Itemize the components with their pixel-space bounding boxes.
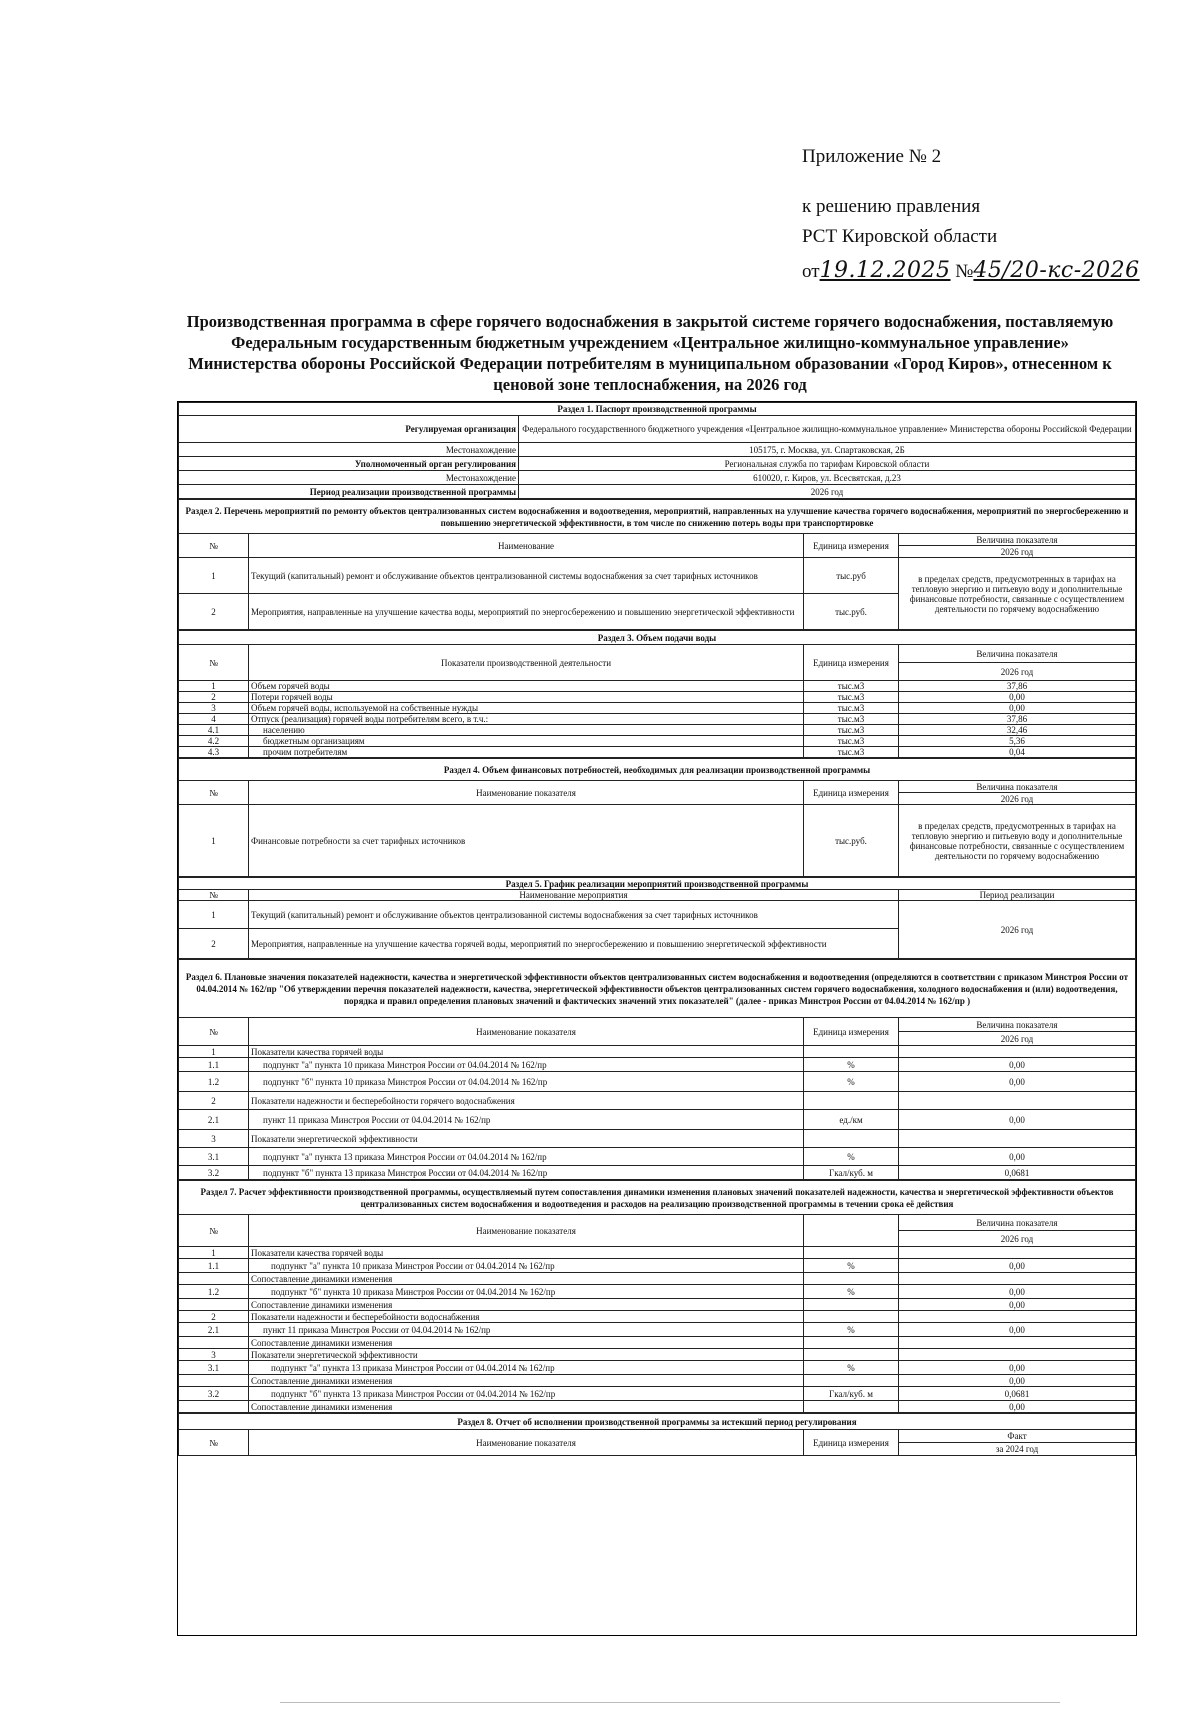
row-unit: Гкал/куб. м xyxy=(804,1166,899,1180)
row-value xyxy=(899,1349,1136,1361)
row-num xyxy=(179,1299,249,1311)
row-value: 0,00 xyxy=(899,692,1136,703)
col-year: за 2024 год xyxy=(899,1443,1136,1456)
section-1-passport xyxy=(178,402,1136,499)
row-name: Показатели качества горячей воды xyxy=(249,1046,804,1058)
row-value: 0,04 xyxy=(899,747,1136,758)
col-name: Наименование показателя xyxy=(249,781,804,805)
col-num: № xyxy=(179,1018,249,1046)
col-value: Величина показателя xyxy=(899,645,1136,663)
row-unit xyxy=(804,1375,899,1387)
row-num: 4.1 xyxy=(179,725,249,736)
section-3-water-volume xyxy=(178,630,1136,758)
row-value: 0,00 xyxy=(899,1375,1136,1387)
row-value: в пределах средств, предусмотренных в тарифах на тепловую энергию и питьевую воду и дополнительные финансовые потребности, связанные с осуществлением деятельности по горячему водоснабжению xyxy=(899,805,1136,877)
decision-line: к решению правления xyxy=(802,196,981,217)
row-value xyxy=(899,1247,1136,1259)
section-8-report xyxy=(178,1413,1136,1456)
row-value: 37,86 xyxy=(899,714,1136,725)
row-num: 2.1 xyxy=(179,1323,249,1337)
row-name: подпункт "а" пункта 10 приказа Минстроя России от 04.04.2014 № 162/пр xyxy=(249,1259,804,1273)
section-3-title: Раздел 3. Объем подачи воды xyxy=(179,631,1136,645)
col-name: Показатели производственной деятельности xyxy=(249,645,804,681)
row-num: 1 xyxy=(179,901,249,929)
col-unit: Единица измерения xyxy=(804,1430,899,1456)
row-num: 4.3 xyxy=(179,747,249,758)
row-unit: тыс.руб. xyxy=(804,594,899,630)
row-name: населению xyxy=(249,725,804,736)
col-fact: Факт xyxy=(899,1430,1136,1443)
row-name: Мероприятия, направленные на улучшение качества горячей воды, мероприятий по энергосбережению и повышению энергетической эффективности xyxy=(249,929,899,959)
row-num: 1.2 xyxy=(179,1072,249,1092)
row-value: 0,00 xyxy=(899,1259,1136,1273)
col-name: Наименование показателя xyxy=(249,1018,804,1046)
section-7-efficiency xyxy=(178,1180,1136,1413)
row-value xyxy=(899,1092,1136,1110)
date-prefix: от xyxy=(802,261,820,282)
row-unit: тыс.м3 xyxy=(804,703,899,714)
col-num: № xyxy=(179,534,249,558)
row-unit xyxy=(804,1273,899,1285)
col-year: 2026 год xyxy=(899,546,1136,558)
row-unit xyxy=(804,1337,899,1349)
row-num: 2 xyxy=(179,1311,249,1323)
row-value-merged: в пределах средств, предусмотренных в тарифах на тепловую энергию и питьевую воду и дополнительные финансовые потребности, связанные с осуществлением деятельности по горячему водоснабжению xyxy=(899,558,1136,630)
row-name: Сопоставление динамики изменения xyxy=(249,1401,804,1413)
row-value xyxy=(899,1337,1136,1349)
section-5-title: Раздел 5. График реализации мероприятий производственной программы xyxy=(179,878,1136,890)
passport-label: Местонахождение xyxy=(179,443,519,457)
row-unit xyxy=(804,1311,899,1323)
row-unit xyxy=(804,1092,899,1110)
section-6-title: Раздел 6. Плановые значения показателей надежности, качества и энергетической эффективности объектов централизованных систем водоснабжения и водоотведения (определяются в соответствии с приказом Минстроя России от 04.04.2014 № 162/пр "Об утверждении перечня показателей надежности, качества, энергетической эффективности объектов централизованных систем горячего водоснабжения, холодного водоснабжения и (или) водоотведения, порядка и правил определения плановых значений и фактических значений этих показателей" (далее - приказ Минстроя России от 04.04.2014 № 162/пр ) xyxy=(179,960,1136,1018)
section-5-schedule xyxy=(178,877,1136,959)
col-name: Наименование показателя xyxy=(249,1430,804,1456)
section-6-plan-indicators xyxy=(178,959,1136,1180)
row-unit: тыс.м3 xyxy=(804,714,899,725)
decision-date-number xyxy=(802,258,1140,283)
col-unit xyxy=(804,1215,899,1247)
row-name: прочим потребителям xyxy=(249,747,804,758)
row-unit xyxy=(804,1247,899,1259)
row-name: Текущий (капитальный) ремонт и обслуживание объектов централизованной системы водоснабжения за счет тарифных источников xyxy=(249,558,804,594)
row-num xyxy=(179,1337,249,1349)
row-unit xyxy=(804,1130,899,1148)
row-unit: тыс.руб xyxy=(804,558,899,594)
passport-value: Региональная служба по тарифам Кировской области xyxy=(519,457,1136,471)
row-value: 0,00 xyxy=(899,1058,1136,1072)
row-value: 5,36 xyxy=(899,736,1136,747)
row-value: 0,00 xyxy=(899,703,1136,714)
row-value: 0,00 xyxy=(899,1361,1136,1375)
passport-value: 610020, г. Киров, ул. Всесвятская, д.23 xyxy=(519,471,1136,485)
row-name: подпункт "а" пункта 10 приказа Минстроя России от 04.04.2014 № 162/пр xyxy=(249,1058,804,1072)
row-value: 37,86 xyxy=(899,681,1136,692)
col-num: № xyxy=(179,645,249,681)
row-name: Сопоставление динамики изменения xyxy=(249,1337,804,1349)
document-title: Производственная программа в сфере горячего водоснабжения в закрытой системе горячего водоснабжения, поставляемую Федеральным государственным бюджетным учреждением «Центральное жилищно-коммунальное управление» Министерства обороны Российской Федерации потребителям в муниципальном образовании «Город Киров», отнесенном к ценовой зоне теплоснабжения, на 2026 год xyxy=(186,312,1114,394)
row-num: 1.2 xyxy=(179,1285,249,1299)
row-unit xyxy=(804,1401,899,1413)
row-unit: тыс.м3 xyxy=(804,692,899,703)
col-name: Наименование мероприятия xyxy=(249,890,899,901)
row-unit: % xyxy=(804,1285,899,1299)
row-unit: % xyxy=(804,1058,899,1072)
row-unit xyxy=(804,1349,899,1361)
passport-value: 105175, г. Москва, ул. Спартаковская, 2Б xyxy=(519,443,1136,457)
row-name: подпункт "а" пункта 13 приказа Минстроя России от 04.04.2014 № 162/пр xyxy=(249,1361,804,1375)
row-value: 0,00 xyxy=(899,1299,1136,1311)
row-name: подпункт "а" пункта 13 приказа Минстроя России от 04.04.2014 № 162/пр xyxy=(249,1148,804,1166)
row-value: 0,00 xyxy=(899,1323,1136,1337)
passport-value: Федерального государственного бюджетного учреждения «Центральное жилищно-коммунальное управление» Министерства обороны Российской Федерации xyxy=(519,416,1136,443)
col-num: № xyxy=(179,1430,249,1456)
row-name: Объем горячей воды xyxy=(249,681,804,692)
row-value: 0,00 xyxy=(899,1110,1136,1130)
row-unit: тыс.руб. xyxy=(804,805,899,877)
row-num: 3.1 xyxy=(179,1148,249,1166)
row-num: 1 xyxy=(179,1247,249,1259)
col-num: № xyxy=(179,781,249,805)
row-value: 0,00 xyxy=(899,1072,1136,1092)
col-name: Наименование показателя xyxy=(249,1215,804,1247)
number-sign: № xyxy=(955,261,974,282)
passport-label: Регулируемая организация xyxy=(179,416,519,443)
col-unit: Единица измерения xyxy=(804,645,899,681)
row-num: 3 xyxy=(179,1130,249,1148)
row-name: подпункт "б" пункта 10 приказа Минстроя России от 04.04.2014 № 162/пр xyxy=(249,1072,804,1092)
row-name: Показатели качества горячей воды xyxy=(249,1247,804,1259)
row-num xyxy=(179,1375,249,1387)
row-unit: % xyxy=(804,1361,899,1375)
row-unit: % xyxy=(804,1323,899,1337)
row-value xyxy=(899,1311,1136,1323)
row-name: Показатели надежности и бесперебойности водоснабжения xyxy=(249,1311,804,1323)
row-name: Отпуск (реализация) горячей воды потребителям всего, в т.ч.: xyxy=(249,714,804,725)
row-name: Потери горячей воды xyxy=(249,692,804,703)
row-num: 3 xyxy=(179,703,249,714)
row-value: 0,00 xyxy=(899,1401,1136,1413)
section-4-title: Раздел 4. Объем финансовых потребностей, необходимых для реализации производственной программы xyxy=(179,759,1136,781)
col-value: Величина показателя xyxy=(899,781,1136,793)
row-name: Показатели энергетической эффективности xyxy=(249,1130,804,1148)
col-value: Величина показателя xyxy=(899,1215,1136,1231)
handwritten-date: 19.12.2025 xyxy=(819,258,951,283)
row-unit: % xyxy=(804,1072,899,1092)
row-value xyxy=(899,1046,1136,1058)
col-num: № xyxy=(179,890,249,901)
section-4-financial-needs xyxy=(178,758,1136,877)
row-num: 4.2 xyxy=(179,736,249,747)
row-num: 3.1 xyxy=(179,1361,249,1375)
row-name: подпункт "б" пункта 10 приказа Минстроя России от 04.04.2014 № 162/пр xyxy=(249,1285,804,1299)
row-unit: % xyxy=(804,1259,899,1273)
appendix-number: Приложение № 2 xyxy=(802,146,942,167)
col-unit: Единица измерения xyxy=(804,781,899,805)
passport-label: Местонахождение xyxy=(179,471,519,485)
row-value: 32,46 xyxy=(899,725,1136,736)
passport-label: Уполномоченный орган регулирования xyxy=(179,457,519,471)
row-value: 0,00 xyxy=(899,1285,1136,1299)
col-period: Период реализации xyxy=(899,890,1136,901)
page-bottom-rule xyxy=(280,1702,1060,1706)
col-value: Величина показателя xyxy=(899,1018,1136,1032)
row-name: подпункт "б" пункта 13 приказа Минстроя России от 04.04.2014 № 162/пр xyxy=(249,1387,804,1401)
row-num: 2 xyxy=(179,929,249,959)
row-num: 1 xyxy=(179,1046,249,1058)
row-unit xyxy=(804,1046,899,1058)
row-name: Текущий (капитальный) ремонт и обслуживание объектов централизованной системы водоснабжения за счет тарифных источников xyxy=(249,901,899,929)
col-year: 2026 год xyxy=(899,793,1136,805)
row-num: 2 xyxy=(179,1092,249,1110)
row-name: пункт 11 приказа Минстроя России от 04.04.2014 № 162/пр xyxy=(249,1323,804,1337)
authority-line: РСТ Кировской области xyxy=(802,226,998,247)
row-unit: % xyxy=(804,1148,899,1166)
row-num: 1.1 xyxy=(179,1259,249,1273)
row-value xyxy=(899,1130,1136,1148)
row-period: 2026 год xyxy=(899,901,1136,959)
col-num: № xyxy=(179,1215,249,1247)
row-num: 4 xyxy=(179,714,249,725)
col-name: Наименование xyxy=(249,534,804,558)
program-table-frame xyxy=(177,401,1137,1636)
section-8-title: Раздел 8. Отчет об исполнении производственной программы за истекший период регулирования xyxy=(179,1414,1136,1430)
row-name: Показатели надежности и бесперебойности горячего водоснабжения xyxy=(249,1092,804,1110)
section-7-title: Раздел 7. Расчет эффективности производственной программы, осуществляемый путем сопоставления динамики изменения плановых значений показателей надежности, качества и энергетической эффективности объектов централизованных систем водоснабжения и водоотведения и расходов на реализацию производственной программы в течении срока её действия xyxy=(179,1181,1136,1215)
row-name: Сопоставление динамики изменения xyxy=(249,1273,804,1285)
row-num xyxy=(179,1273,249,1285)
section-1-title: Раздел 1. Паспорт производственной программы xyxy=(179,403,1136,416)
passport-label: Период реализации производственной программы xyxy=(179,485,519,499)
section-2-activities xyxy=(178,499,1136,630)
row-value: 0,0681 xyxy=(899,1166,1136,1180)
row-unit: тыс.м3 xyxy=(804,736,899,747)
row-num: 3.2 xyxy=(179,1387,249,1401)
row-num: 3 xyxy=(179,1349,249,1361)
section-2-title: Раздел 2. Перечень мероприятий по ремонту объектов централизованных систем водоснабжения и водоотведения, мероприятий, направленных на улучшение качества горячего водоснабжения, мероприятий по энергосбережению и повышению энергетической эффективности, в том числе по снижению потерь воды при транспортировке xyxy=(179,500,1136,534)
col-unit: Единица измерения xyxy=(804,534,899,558)
row-unit: тыс.м3 xyxy=(804,725,899,736)
row-num: 1 xyxy=(179,805,249,877)
row-name: Мероприятия, направленные на улучшение качества воды, мероприятий по энергосбережению и повышению энергетической эффективности xyxy=(249,594,804,630)
col-unit: Единица измерения xyxy=(804,1018,899,1046)
row-num: 1 xyxy=(179,558,249,594)
row-unit: Гкал/куб. м xyxy=(804,1387,899,1401)
col-year: 2026 год xyxy=(899,663,1136,681)
row-name: Сопоставление динамики изменения xyxy=(249,1299,804,1311)
row-unit: тыс.м3 xyxy=(804,747,899,758)
row-value: 0,00 xyxy=(899,1148,1136,1166)
row-name: подпункт "б" пункта 13 приказа Минстроя России от 04.04.2014 № 162/пр xyxy=(249,1166,804,1180)
col-year: 2026 год xyxy=(899,1032,1136,1046)
row-num: 2 xyxy=(179,692,249,703)
row-num: 2.1 xyxy=(179,1110,249,1130)
row-name: Финансовые потребности за счет тарифных источников xyxy=(249,805,804,877)
row-unit xyxy=(804,1299,899,1311)
row-num: 2 xyxy=(179,594,249,630)
row-num: 3.2 xyxy=(179,1166,249,1180)
col-year: 2026 год xyxy=(899,1231,1136,1247)
row-name: пункт 11 приказа Минстроя России от 04.04.2014 № 162/пр xyxy=(249,1110,804,1130)
row-num: 1.1 xyxy=(179,1058,249,1072)
passport-value: 2026 год xyxy=(519,485,1136,499)
handwritten-number: 45/20-кс-2026 xyxy=(973,258,1140,283)
row-unit: тыс.м3 xyxy=(804,681,899,692)
row-name: бюджетным организациям xyxy=(249,736,804,747)
row-name: Сопоставление динамики изменения xyxy=(249,1375,804,1387)
row-name: Объем горячей воды, используемой на собственные нужды xyxy=(249,703,804,714)
row-value xyxy=(899,1273,1136,1285)
col-value: Величина показателя xyxy=(899,534,1136,546)
row-value: 0,0681 xyxy=(899,1387,1136,1401)
row-num xyxy=(179,1401,249,1413)
row-num: 1 xyxy=(179,681,249,692)
row-name: Показатели энергетической эффективности xyxy=(249,1349,804,1361)
row-unit: ед./км xyxy=(804,1110,899,1130)
